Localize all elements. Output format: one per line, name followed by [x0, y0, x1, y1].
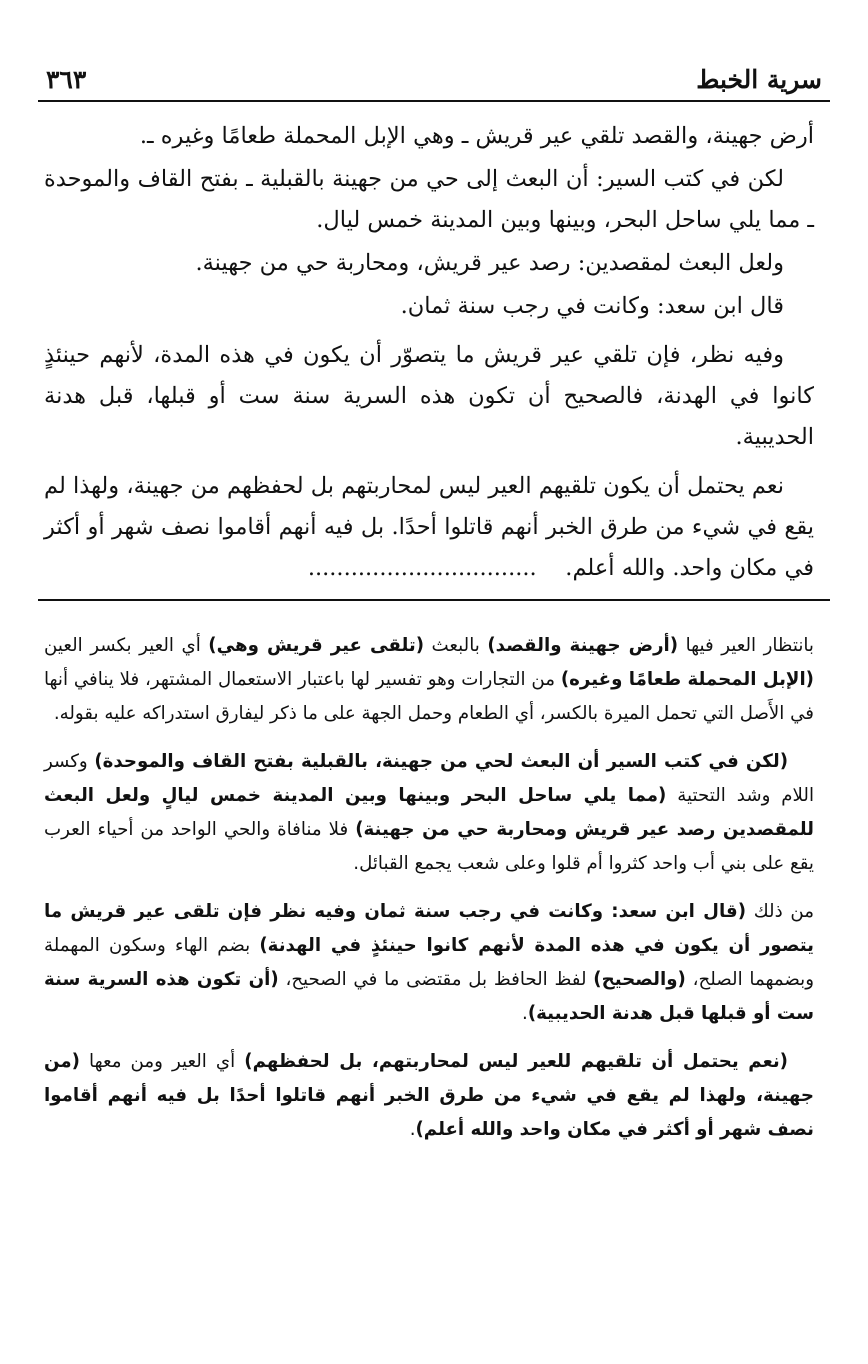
running-title: سرية الخبط [696, 65, 822, 94]
main-paragraph: وفيه نظر، فإن تلقي عير قريش ما يتصوّر أن يكون في هذه المدة، لأنهم حينئذٍ كانوا في الهدنة، فالصحيح أن تكون هذه السرية سنة ست أو قبلها، قبل هدنة الحديبية. [44, 342, 814, 450]
main-text [38, 116, 830, 589]
commentary-text-segment: أي العير بكسر العين [44, 635, 209, 656]
main-paragraph: قال ابن سعد: وكانت في رجب سنة ثمان. [400, 293, 784, 319]
main-paragraph: لكن في كتب السير: أن البعث إلى حي من جهينة بالقبلية ـ بفتح القاف والموحدة ـ مما يلي ساحل البحر، وبينها وبين المدينة خمس ليال. [44, 166, 814, 233]
quoted-matn: (الإبل المحملة طعامًا وغيره) [560, 669, 814, 690]
commentary-paragraph [44, 629, 814, 731]
page-number: ٣٦٣ [46, 65, 87, 94]
commentary-text-segment: بانتظار العير فيها [678, 635, 814, 656]
section-divider [38, 599, 830, 601]
commentary-text-segment: وكسر اللام وشد التحتية [44, 751, 815, 806]
quoted-matn: (مما يلي ساحل البحر وبينها وبين المدينة خمس ليالٍ ولعل البعث للمقصدين رصد عير قريش ومحاربة حي من جهينة) [44, 785, 815, 840]
commentary-paragraph [44, 745, 814, 881]
main-paragraph: أرض جهينة، والقصد تلقي عير قريش ـ وهي الإبل المحملة طعامًا وغيره ـ. [139, 123, 814, 149]
commentary-text-segment: من التجارات وهو تفسير لها باعتبار الاستعمال المشتهر، فلا ينافي أنها في الأَصل التي تحمل الميرة بالكسر، أي الطعام وحمل الجهة على ما ذكر ليفارق استدراكه عليه بقوله. [44, 669, 814, 724]
quoted-matn: (أرض جهينة والقصد) [487, 635, 679, 656]
commentary-paragraph [44, 1045, 814, 1147]
commentary-text-segment: بضم الهاء وسكون المهملة وبضمهما الصلح، [44, 935, 814, 990]
main-paragraph-text: نعم يحتمل أن يكون تلقيهم العير ليس لمحاربتهم بل لحفظهم من جهينة، ولهذا لم يقع في شيء من طرق الخبر أنهم قاتلوا أحدًا. بل فيه أنهم أقاموا نصف شهر أو أكثر في مكان واحد. والله أعلم. [44, 473, 814, 581]
quoted-matn: (نعم يحتمل أن تلقيهم للعير ليس لمحاربتهم، بل لحفظهم) [244, 1051, 788, 1072]
quoted-matn: (تلقى عير قريش وهي) [208, 635, 425, 656]
commentary-text [38, 629, 830, 1147]
commentary-text-segment: لفظ الحافظ بل مقتضى ما في الصحيح، [278, 969, 594, 990]
commentary-text-segment: فلا منافاة والحي الواحد من أحياء العرب يقع على بني أب واحد كثروا أم قلوا وعلى شعب يجمع القبائل. [44, 819, 814, 874]
page-header [38, 54, 830, 102]
commentary-text-segment: . [409, 1119, 416, 1140]
commentary-text-segment: أي العير ومن معها [79, 1051, 245, 1072]
commentary-text-segment: من ذلك [746, 901, 814, 922]
quoted-matn: (من جهينة، ولهذا لم يقع في شيء من طرق الخبر أنهم قاتلوا أحدًا بل فيه أنهم أقاموا نصف شهر أو أكثر في مكان واحد والله أعلم) [44, 1051, 814, 1140]
main-paragraph: ولعل البعث لمقصدين: رصد عير قريش، ومحاربة حي من جهينة. [195, 250, 784, 276]
commentary-paragraph [44, 895, 814, 1031]
main-paragraph [44, 466, 814, 589]
commentary-text-segment: بالبعث [424, 635, 488, 656]
quoted-matn: (قال ابن سعد: وكانت في رجب سنة ثمان وفيه نظر فإن تلقى عير قريش ما يتصور أن يكون في هذه المدة لأنهم كانوا حينئذٍ في الهدنة) [44, 901, 814, 956]
quoted-matn: (لكن في كتب السير أن البعث لحي من جهينة، بالقبلية بفتح القاف والموحدة) [94, 751, 789, 772]
commentary-text-segment: . [522, 1003, 528, 1024]
quoted-matn: (والصحيح) [593, 969, 686, 990]
quoted-matn: (أن تكون هذه السرية سنة ست أو قبلها قبل هدنة الحديبية) [44, 969, 814, 1024]
dotted-leader: ................................ [307, 555, 537, 581]
